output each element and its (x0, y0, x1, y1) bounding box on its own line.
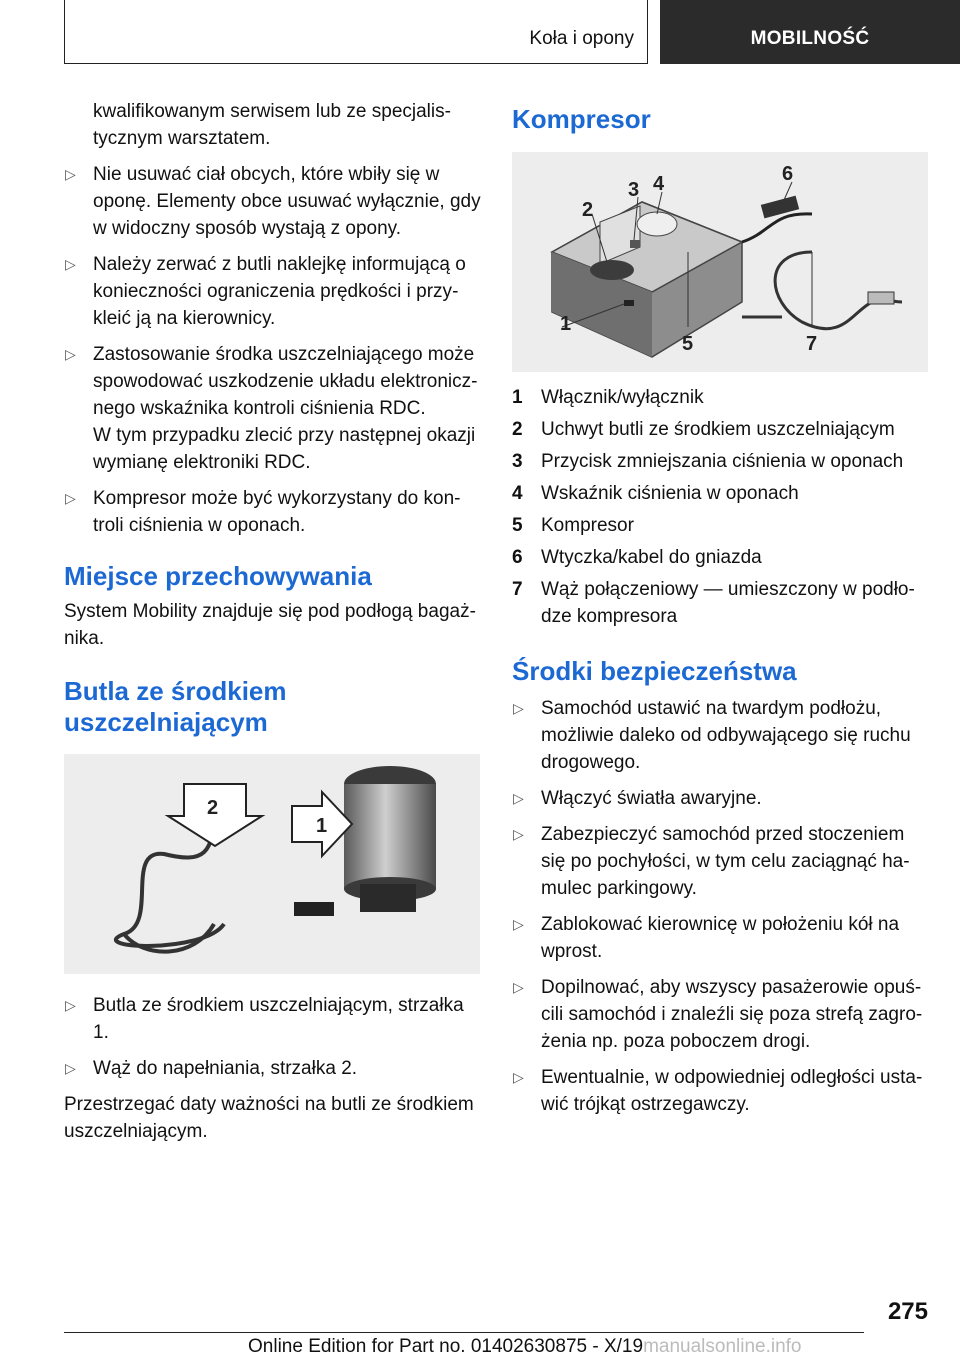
triangle-bullet-icon: ▷ (65, 256, 76, 272)
callout-1: 1 (560, 313, 572, 335)
triangle-bullet-icon: ▷ (513, 1069, 524, 1085)
compressor-image (512, 152, 928, 372)
list-item: ▷ Butla ze środkiem uszczelniającym, strzałka 1. (64, 992, 482, 1046)
callout-4: 4 (653, 173, 665, 195)
list-item: ▷ Nie usuwać ciał obcych, które wbiły się w oponę. Elementy obce usuwać wyłącznie, gdy w widoczny sposób wystają z opony. (64, 161, 482, 242)
callout-3: 3 (628, 179, 640, 201)
left-column (64, 98, 482, 1145)
list-item: 4 Wskaźnik ciśnienia w oponach (512, 483, 799, 504)
callout-5: 5 (682, 333, 694, 355)
list-item: ▷ Zablokować kierownicę w położeniu kół na wprost. (512, 911, 930, 965)
header-section-title: Koła i opony (529, 28, 634, 49)
list-item: ▷ Zastosowanie środka uszczelniającego może spowodować uszkodzenie układu elektronicznego wskaźnika kontroli ciśnienia RDC. W tym przypadku zlecić przy następnej okazji wymianę elektroniki RDC. (64, 341, 482, 476)
triangle-bullet-icon: ▷ (513, 826, 524, 842)
triangle-bullet-icon: ▷ (65, 346, 76, 362)
callout-7: 7 (806, 333, 818, 355)
continued-text: kwalifikowanym serwisem lub ze specjalistycznym warsztatem. (93, 101, 451, 149)
list-item: ▷ Zabezpieczyć samochód przed stoczeniem się po pochyłości, w tym celu zaciągnąć hamulec parkingowy. (512, 821, 930, 902)
triangle-bullet-icon: ▷ (513, 700, 524, 716)
triangle-bullet-icon: ▷ (65, 166, 76, 182)
heading-compressor: Kompresor (512, 104, 651, 134)
triangle-bullet-icon: ▷ (513, 916, 524, 932)
callout-6: 6 (782, 163, 794, 185)
page-number: 275 (887, 1298, 928, 1325)
callout-1: 1 (316, 815, 328, 837)
list-item: ▷ Dopilnować, aby wszyscy pasażerowie opuścili samochód i znaleźli się poza strefą zagrożenia np. poza poboczem drogi. (512, 974, 930, 1055)
list-item: ▷ Ewentualnie, w odpowiedniej odległości ustawić trójkąt ostrzegawczy. (512, 1064, 930, 1118)
callout-2: 2 (207, 797, 219, 819)
list-item: 2 Uchwyt butli ze środkiem uszczelniającym (512, 419, 895, 440)
bullet-list-bottle (64, 992, 482, 1082)
list-item: ▷ Kompresor może być wykorzystany do kontroli ciśnienia w oponach. (64, 485, 482, 539)
list-item: 6 Wtyczka/kabel do gniazda (512, 547, 762, 568)
compressor-parts-list (512, 384, 930, 630)
heading-safety: Środki bezpieczeństwa (512, 656, 797, 686)
footer-edition: Online Edition for Part no. 01402630875 - X/19manualsonline.info (248, 1336, 802, 1357)
valve (294, 902, 334, 916)
footer-divider (64, 1332, 864, 1333)
bullet-list-precautions (64, 161, 482, 539)
header-chapter-label: MOBILNOŚĆ (750, 28, 870, 49)
list-item: 5 Kompresor (512, 515, 634, 536)
triangle-bullet-icon: ▷ (513, 979, 524, 995)
list-item: ▷ Należy zerwać z butli naklejkę informującą o konieczności ograniczenia prędkości i przykleić ją na kierownicy. (64, 251, 482, 332)
triangle-bullet-icon: ▷ (65, 997, 76, 1013)
bullet-list-safety (512, 695, 930, 1118)
list-item: 1 Włącznik/wyłącznik (512, 387, 704, 408)
sealant-bottle-image (64, 754, 480, 974)
watermark: manualsonline.info (643, 1336, 802, 1357)
right-column (512, 98, 930, 1127)
header-chapter-tab (660, 0, 960, 64)
list-item: ▷ Włączyć światła awaryjne. (512, 785, 930, 812)
list-item: 3 Przycisk zmniejszania ciśnienia w oponach (512, 451, 904, 472)
list-item: ▷ Samochód ustawić na twardym podłożu, możliwie daleko od odbywającego się ruchu drogowego. (512, 695, 930, 776)
triangle-bullet-icon: ▷ (65, 1060, 76, 1076)
expiry-note: Przestrzegać daty ważności na butli ze środkiem uszczelniającym. (64, 1094, 474, 1142)
triangle-bullet-icon: ▷ (65, 490, 76, 506)
storage-text: System Mobility znajduje się pod podłogą bagażnika. (64, 601, 476, 649)
list-item: 7 Wąż połączeniowy — umieszczony w podłodze kompresora (512, 579, 915, 627)
callout-2: 2 (582, 199, 594, 221)
list-item: ▷ Wąż do napełniania, strzałka 2. (64, 1055, 482, 1082)
heading-sealant-bottle: Butla ze środkiem uszczelniającym (64, 676, 287, 737)
heading-storage: Miejsce przechowywania (64, 561, 372, 591)
triangle-bullet-icon: ▷ (513, 790, 524, 806)
